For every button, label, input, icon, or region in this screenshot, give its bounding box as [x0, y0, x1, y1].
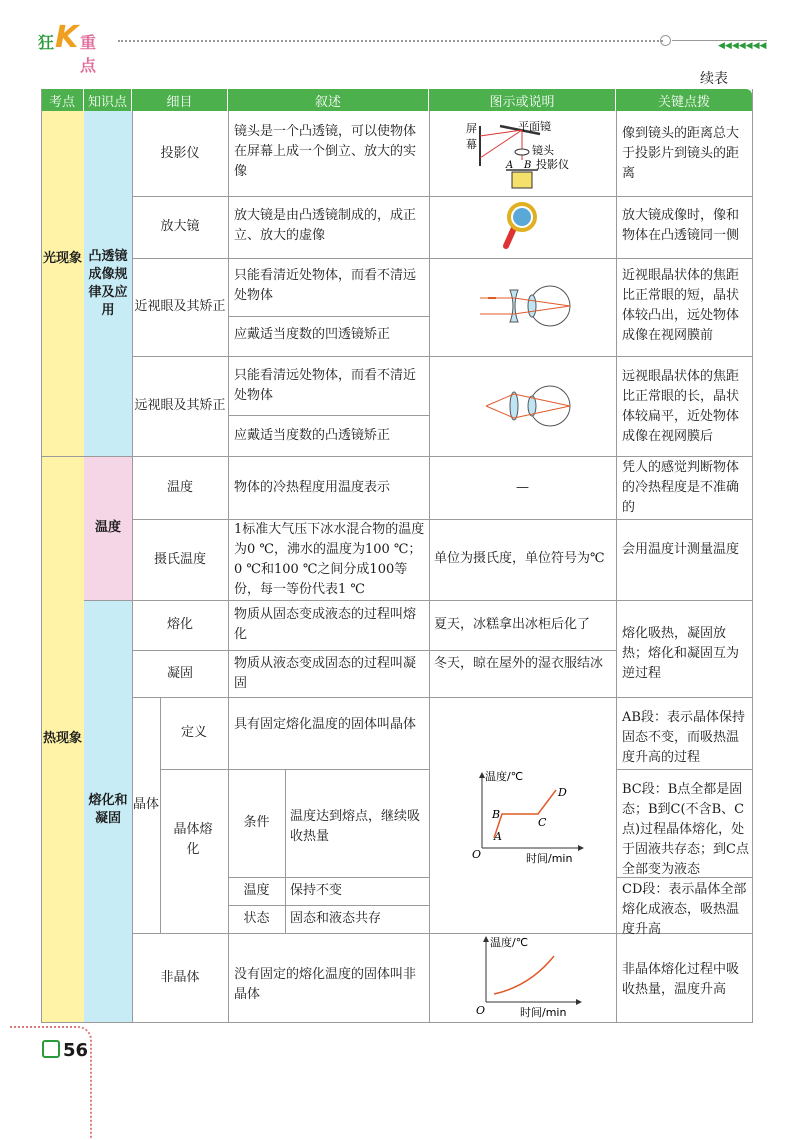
- fig-lens-label: 镜头: [532, 144, 554, 157]
- desc-condition: 温度达到熔点，继续吸收热量: [290, 809, 421, 844]
- projector-diagram: [440, 114, 610, 194]
- desc-freeze: 物质从液态变成固态的过程叫凝固: [234, 656, 417, 691]
- key-magnifier: 放大镜成像时，像和物体在凸透镜同一侧: [622, 208, 740, 243]
- item-celsius: 摄氏温度: [153, 551, 206, 567]
- crystal-label: 晶体: [132, 797, 159, 812]
- col-header-knowledge: 知识点: [84, 89, 132, 111]
- grid-line: [285, 769, 286, 933]
- fig-a-label: A: [506, 160, 514, 171]
- crystal-graph-point-c: C: [538, 816, 547, 829]
- col-header-figure: 图示或说明: [429, 89, 616, 111]
- col-header-topic: 考点: [41, 89, 84, 111]
- item-freeze: 凝固: [166, 665, 193, 681]
- fig-celsius: 单位为摄氏度，单位符号为℃: [434, 551, 605, 566]
- item-crystal-melt: 晶体熔化: [173, 822, 213, 857]
- crystal-graph-point-d: D: [558, 786, 567, 799]
- fig-screen-label-2: 幕: [466, 138, 477, 151]
- grid-line: [228, 415, 429, 416]
- item-condition: 条件: [243, 815, 270, 830]
- crystal-graph-ylabel: 温度/℃: [485, 770, 524, 783]
- fig-melt: 夏天，冰糕拿出冰柜后化了: [434, 617, 591, 632]
- item-temp: 温度: [243, 883, 270, 898]
- logo-part3: 重点: [80, 33, 97, 75]
- fig-b-label: B: [524, 160, 532, 171]
- item-state: 状态: [243, 911, 270, 926]
- knowledge-melting: 熔化和凝固: [88, 793, 128, 826]
- key-myopia: 近视眼晶状体的焦距比正常眼的短，晶状体较凸出，远处物体成像在视网膜前: [622, 268, 740, 343]
- key-melt-freeze: 熔化吸热，凝固放热；熔化和凝固互为逆过程: [622, 626, 740, 681]
- grid-line: [160, 769, 429, 770]
- grid-line: [429, 111, 430, 1022]
- item-melt: 熔化: [166, 617, 193, 632]
- desc-state: 固态和液态共存: [290, 911, 382, 926]
- hyperopia-diagram: [480, 380, 580, 432]
- desc-amorphous: 没有固定的熔化温度的固体叫非晶体: [234, 967, 417, 1002]
- grid-line: [41, 1022, 753, 1023]
- crystal-graph-point-b: B: [492, 808, 501, 821]
- key-bc: BC段：B点全都是固态；B到C(不含B、C点)过程晶体熔化，处于固液共存态；到C点全部变为液态: [622, 782, 749, 877]
- item-hyperopia: 远视眼及其矫正: [134, 398, 226, 413]
- page-number: [42, 1040, 88, 1061]
- crystal-graph-point-a: A: [494, 830, 502, 843]
- logo-part1: 狂: [38, 33, 55, 52]
- key-temperature: 凭人的感觉判断物体的冷热程度是不准确的: [622, 460, 740, 515]
- key-celsius: 会用温度计测量温度: [622, 542, 740, 557]
- topic-optics: 光现象: [42, 251, 82, 266]
- fig-screen-label-1: 屏: [466, 122, 477, 135]
- key-cd: CD段：表示晶体全部熔化成液态，吸热温度升高: [622, 882, 747, 937]
- knowledge-lens: 凸透镜成像规律及应用: [88, 249, 128, 318]
- desc-hyperopia-2: 应戴适当度数的凸透镜矫正: [234, 428, 391, 443]
- desc-temp: 保持不变: [290, 883, 343, 898]
- desc-temperature: 物体的冷热程度用温度表示: [234, 480, 391, 495]
- col-header-item: 细目: [132, 89, 228, 111]
- desc-melt: 物质从固态变成液态的过程叫熔化: [234, 607, 417, 642]
- continued-label: 续表: [700, 71, 728, 87]
- item-temperature: 温度: [166, 479, 193, 495]
- knowledge-temperature: 温度: [94, 520, 121, 535]
- crystal-graph-xlabel: 时间/min: [526, 852, 573, 865]
- item-projector: 投影仪: [160, 145, 200, 161]
- grid-line: [41, 89, 42, 1022]
- key-projector: 像到镜头的距离总大于投影片到镜头的距离: [622, 126, 740, 181]
- crystal-melting-graph: [462, 770, 592, 865]
- amorphous-melting-graph: [470, 934, 590, 1020]
- desc-myopia-2: 应戴适当度数的凹透镜矫正: [234, 327, 391, 342]
- header-arrows-icon: ◀◀◀◀◀◀◀: [718, 41, 767, 51]
- item-crystal-def: 定义: [180, 725, 207, 740]
- desc-celsius: 1标准大气压下冰水混合物的温度为0 ℃，沸水的温度为100 ℃；0 ℃和100 ℃之间分成100等份，每一等份代表1 ℃: [234, 522, 425, 597]
- header-circle: [660, 35, 671, 46]
- fig-mirror-label: 平面镜: [518, 120, 551, 133]
- fig-projector-label: 投影仪: [536, 158, 569, 171]
- page-number-text: 56: [63, 1040, 89, 1061]
- grid-line: [228, 316, 429, 317]
- topic-heat: 热现象: [42, 731, 82, 746]
- desc-hyperopia-1: 只能看清远处物体，而看不清近处物体: [234, 368, 417, 403]
- crystal-graph-origin: O: [472, 848, 482, 861]
- key-hyperopia: 远视眼晶状体的焦距比正常眼的长，晶状体较扁平，近处物体成像在视网膜后: [622, 369, 740, 444]
- key-ab: AB段：表示晶体保持固态不变，而吸热温度升高的过程: [622, 710, 745, 765]
- grid-line: [616, 769, 752, 770]
- fig-freeze: 冬天，晾在屋外的湿衣服结冰: [434, 656, 604, 671]
- item-myopia: 近视眼及其矫正: [134, 299, 226, 314]
- grid-line: [752, 89, 753, 1022]
- topic-column: [41, 111, 84, 1022]
- logo-part2: K: [55, 20, 79, 55]
- amorphous-graph-ylabel: 温度/℃: [490, 936, 529, 949]
- fig-temperature: —: [516, 479, 529, 495]
- amorphous-graph-xlabel: 时间/min: [520, 1006, 567, 1019]
- desc-crystal-def: 具有固定熔化温度的固体叫晶体: [234, 717, 417, 732]
- grid-line: [616, 111, 617, 1022]
- item-magnifier: 放大镜: [160, 219, 200, 234]
- page-badge-icon: [42, 1040, 60, 1058]
- header-dotted-rule: [118, 40, 663, 42]
- item-amorphous: 非晶体: [160, 969, 200, 985]
- desc-myopia-1: 只能看清近处物体，而看不清远处物体: [234, 268, 417, 303]
- amorphous-graph-origin: O: [476, 1004, 486, 1017]
- magnifier-icon: [500, 200, 540, 252]
- desc-magnifier: 放大镜是由凸透镜制成的，成正立、放大的虚像: [234, 208, 417, 243]
- key-amorphous: 非晶体熔化过程中吸收热量，温度升高: [622, 962, 740, 997]
- col-header-desc: 叙述: [228, 89, 429, 111]
- myopia-diagram: [480, 280, 580, 332]
- desc-projector: 镜头是一个凸透镜，可以使物体在屏幕上成一个倒立、放大的实像: [234, 124, 417, 179]
- col-header-key: 关键点拨: [616, 89, 752, 111]
